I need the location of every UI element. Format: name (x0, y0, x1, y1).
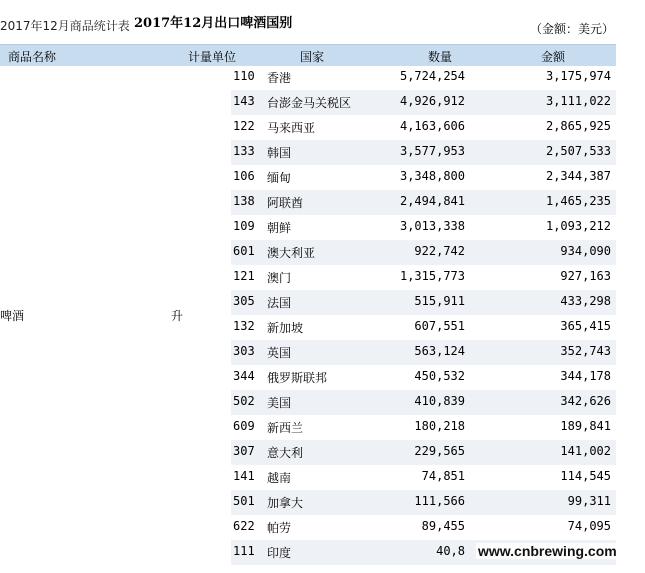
country-name-cell: 意大利 (267, 446, 304, 460)
amount-cell: 344,178 (560, 369, 611, 383)
quantity-cell: 180,218 (414, 419, 465, 433)
table-row (231, 415, 616, 440)
quantity-cell: 40,8 (436, 544, 465, 558)
quantity-cell: 111,566 (414, 494, 465, 508)
table-row (231, 265, 616, 290)
table-row (231, 190, 616, 215)
table-row (231, 440, 616, 465)
country-name-cell: 台澎金马关税区 (267, 96, 352, 110)
country-name-cell: 香港 (267, 71, 292, 85)
country-name-cell: 缅甸 (267, 171, 292, 185)
country-code-cell: 501 (233, 494, 255, 508)
country-code-cell: 609 (233, 419, 255, 433)
quantity-cell: 4,926,912 (399, 94, 465, 108)
quantity-cell: 607,551 (414, 319, 465, 333)
country-code-cell: 121 (233, 269, 255, 283)
country-code-cell: 305 (233, 294, 255, 308)
country-name-cell: 越南 (267, 471, 292, 485)
report-breadcrumb: 2017年12月商品统计表 (0, 19, 130, 33)
country-name-cell: 阿联酋 (267, 196, 304, 210)
amount-cell: 433,298 (560, 294, 611, 308)
country-code-cell: 106 (233, 169, 255, 183)
table-row (231, 90, 616, 115)
amount-cell: 2,507,533 (545, 144, 611, 158)
amount-cell: 934,090 (560, 244, 611, 258)
quantity-cell: 3,577,953 (399, 144, 465, 158)
table-row (231, 240, 616, 265)
country-code-cell: 122 (233, 119, 255, 133)
amount-cell: 365,415 (560, 319, 611, 333)
country-name-cell: 帕劳 (267, 521, 292, 535)
quantity-cell: 3,013,338 (399, 219, 465, 233)
quantity-cell: 922,742 (414, 244, 465, 258)
country-name-cell: 澳门 (267, 271, 292, 285)
quantity-cell: 1,315,773 (399, 269, 465, 283)
country-code-cell: 132 (233, 319, 255, 333)
country-name-cell: 俄罗斯联邦 (267, 371, 328, 385)
table-row (231, 290, 616, 315)
amount-cell: 114,545 (560, 469, 611, 483)
product-unit-cell: 升 (171, 309, 184, 323)
country-code-cell: 141 (233, 469, 255, 483)
report-heading (0, 0, 616, 36)
country-code-cell: 109 (233, 219, 255, 233)
table-row (231, 140, 616, 165)
table-header (0, 44, 616, 66)
table-row (231, 515, 616, 540)
country-code-cell: 110 (233, 69, 255, 83)
country-code-cell: 601 (233, 244, 255, 258)
quantity-cell: 89,455 (421, 519, 465, 533)
quantity-cell: 450,532 (414, 369, 465, 383)
table-row (231, 365, 616, 390)
country-code-cell: 138 (233, 194, 255, 208)
quantity-cell: 5,724,254 (399, 69, 465, 83)
table-row (231, 215, 616, 240)
country-name-cell: 美国 (267, 396, 292, 410)
amount-cell: 927,163 (560, 269, 611, 283)
table-row (231, 65, 616, 90)
amount-cell: 74,095 (567, 519, 611, 533)
amount-cell: 141,002 (560, 444, 611, 458)
amount-cell: 2,865,925 (545, 119, 611, 133)
country-code-cell: 502 (233, 394, 255, 408)
amount-cell: 189,841 (560, 419, 611, 433)
column-header-name: 商品名称 (8, 50, 57, 64)
country-code-cell: 111 (233, 544, 255, 558)
country-code-cell: 622 (233, 519, 255, 533)
country-name-cell: 朝鲜 (267, 221, 292, 235)
table-body (231, 65, 616, 565)
column-header-country: 国家 (300, 50, 325, 64)
amount-cell: 3,111,022 (545, 94, 611, 108)
quantity-cell: 410,839 (414, 394, 465, 408)
country-name-cell: 新加坡 (267, 321, 304, 335)
country-name-cell: 加拿大 (267, 496, 304, 510)
table-row (231, 465, 616, 490)
quantity-cell: 4,163,606 (399, 119, 465, 133)
column-header-quantity: 数量 (428, 50, 453, 64)
table-row (231, 115, 616, 140)
watermark: www.cnbrewing.com (478, 543, 617, 559)
amount-cell: 99,311 (567, 494, 611, 508)
country-name-cell: 新西兰 (267, 421, 304, 435)
table-row (231, 315, 616, 340)
quantity-cell: 515,911 (414, 294, 465, 308)
column-header-amount: 金额 (541, 50, 566, 64)
amount-cell: 1,093,212 (545, 219, 611, 233)
country-code-cell: 303 (233, 344, 255, 358)
quantity-cell: 229,565 (414, 444, 465, 458)
table-row (231, 165, 616, 190)
country-code-cell: 307 (233, 444, 255, 458)
country-name-cell: 法国 (267, 296, 292, 310)
country-code-cell: 143 (233, 94, 255, 108)
currency-note: （金额：美元） (530, 22, 615, 36)
table-row (231, 340, 616, 365)
amount-cell: 3,175,974 (545, 69, 611, 83)
country-code-cell: 344 (233, 369, 255, 383)
product-name-cell: 啤酒 (0, 309, 25, 323)
country-name-cell: 澳大利亚 (267, 246, 316, 260)
amount-cell: 1,465,235 (545, 194, 611, 208)
amount-cell: 342,626 (560, 394, 611, 408)
quantity-cell: 563,124 (414, 344, 465, 358)
table-row (231, 490, 616, 515)
column-header-unit: 计量单位 (188, 50, 237, 64)
country-name-cell: 印度 (267, 546, 292, 560)
amount-cell: 2,344,387 (545, 169, 611, 183)
table-row (231, 390, 616, 415)
country-name-cell: 英国 (267, 346, 292, 360)
page-title: 2017年12月出口啤酒国别 (134, 16, 293, 31)
country-name-cell: 韩国 (267, 146, 292, 160)
quantity-cell: 74,851 (421, 469, 465, 483)
amount-cell: 352,743 (560, 344, 611, 358)
country-code-cell: 133 (233, 144, 255, 158)
country-name-cell: 马来西亚 (267, 121, 316, 135)
quantity-cell: 2,494,841 (399, 194, 465, 208)
quantity-cell: 3,348,800 (399, 169, 465, 183)
